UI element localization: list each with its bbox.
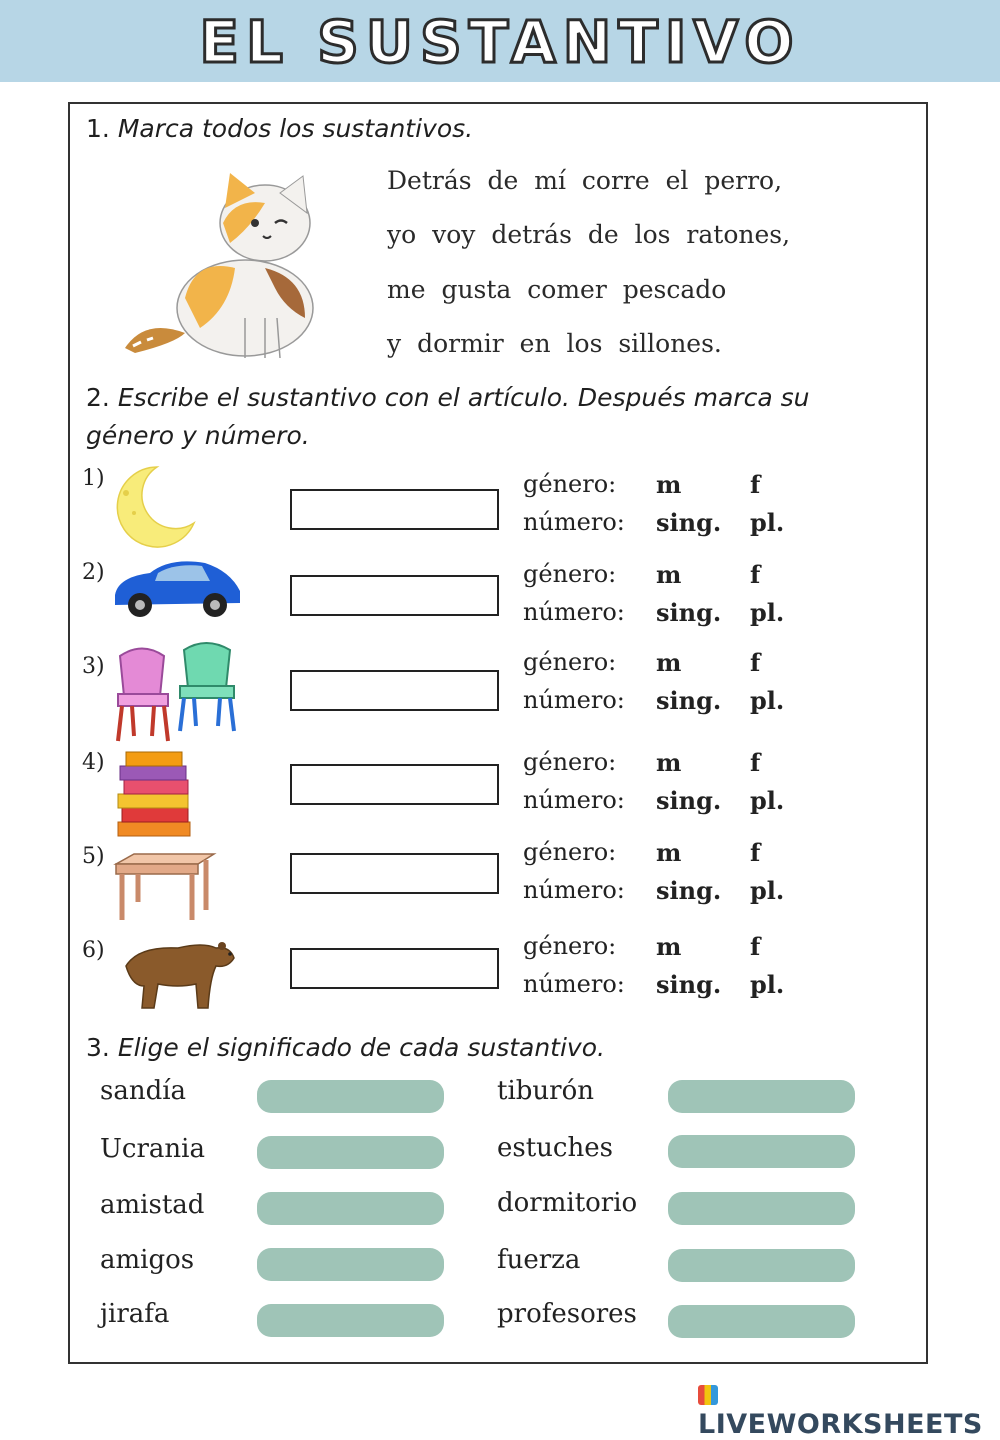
item-3-number: 3) — [82, 654, 105, 679]
dropdown-left-4[interactable] — [257, 1248, 444, 1281]
option-pl-4[interactable]: pl. — [750, 786, 785, 815]
option-f-6[interactable]: f — [750, 932, 761, 961]
answer-box-1[interactable] — [290, 489, 499, 530]
cat-icon — [115, 168, 320, 363]
chairs-icon — [112, 636, 240, 744]
word-right-5: profesores — [497, 1299, 637, 1329]
numero-label-2: número: — [523, 598, 625, 626]
section2-title-line1: Escribe el sustantivo con el artículo. Después marca su — [117, 383, 810, 412]
word-left-3: amistad — [100, 1190, 205, 1220]
option-sing-5[interactable]: sing. — [656, 876, 722, 905]
dropdown-right-2[interactable] — [668, 1135, 855, 1168]
answer-box-6[interactable] — [290, 948, 499, 989]
genero-label-1: género: — [523, 470, 617, 498]
answer-box-4[interactable] — [290, 764, 499, 805]
option-pl-2[interactable]: pl. — [750, 598, 785, 627]
bear-icon — [118, 936, 238, 1012]
dropdown-right-3[interactable] — [668, 1192, 855, 1225]
item-5-number: 5) — [82, 844, 105, 869]
item-1-number: 1) — [82, 466, 105, 491]
logo-text: LIVEWORKSHEETS — [698, 1409, 983, 1440]
option-pl-3[interactable]: pl. — [750, 686, 785, 715]
section3-title: Elige el significado de cada sustantivo. — [117, 1033, 605, 1062]
section1-heading — [86, 114, 473, 143]
genero-label-2: género: — [523, 560, 617, 588]
numero-label-6: número: — [523, 970, 625, 998]
option-pl-1[interactable]: pl. — [750, 508, 785, 537]
dropdown-right-4[interactable] — [668, 1249, 855, 1282]
word-right-2: estuches — [497, 1133, 613, 1163]
option-m-6[interactable]: m — [656, 932, 682, 961]
poem-line-1[interactable]: Detrás de mí corre el perro, — [387, 166, 783, 195]
word-left-1: sandía — [100, 1076, 187, 1106]
word-right-4: fuerza — [497, 1245, 581, 1275]
option-f-3[interactable]: f — [750, 648, 761, 677]
page-title: EL SUSTANTIVO — [199, 8, 801, 76]
option-m-4[interactable]: m — [656, 748, 682, 777]
option-f-5[interactable]: f — [750, 838, 761, 867]
numero-label-3: número: — [523, 686, 625, 714]
item-4-number: 4) — [82, 750, 105, 775]
liveworksheets-logo — [698, 1378, 1000, 1440]
answer-box-5[interactable] — [290, 853, 499, 894]
word-right-3: dormitorio — [497, 1188, 638, 1218]
item-6-number: 6) — [82, 938, 105, 963]
dropdown-left-1[interactable] — [257, 1080, 444, 1113]
section2-heading — [86, 379, 809, 455]
section1-title: Marca todos los sustantivos. — [117, 114, 474, 143]
option-sing-1[interactable]: sing. — [656, 508, 722, 537]
poem-line-4[interactable]: y dormir en los sillones. — [387, 329, 722, 358]
section2-number: 2. — [86, 383, 110, 412]
item-2-number: 2) — [82, 560, 105, 585]
poem-line-3[interactable]: me gusta comer pescado — [387, 275, 727, 304]
word-left-2: Ucrania — [100, 1134, 205, 1164]
numero-label-1: número: — [523, 508, 625, 536]
car-icon — [110, 555, 245, 620]
option-m-5[interactable]: m — [656, 838, 682, 867]
answer-box-3[interactable] — [290, 670, 499, 711]
word-left-5: jirafa — [100, 1299, 170, 1329]
option-m-2[interactable]: m — [656, 560, 682, 589]
numero-label-5: número: — [523, 876, 625, 904]
word-left-4: amigos — [100, 1245, 195, 1275]
option-sing-6[interactable]: sing. — [656, 970, 722, 999]
option-pl-5[interactable]: pl. — [750, 876, 785, 905]
genero-label-5: género: — [523, 838, 617, 866]
option-sing-3[interactable]: sing. — [656, 686, 722, 715]
liveworksheets-logo-icon — [698, 1385, 718, 1405]
option-f-4[interactable]: f — [750, 748, 761, 777]
dropdown-right-5[interactable] — [668, 1305, 855, 1338]
genero-label-3: género: — [523, 648, 617, 676]
dropdown-right-1[interactable] — [668, 1080, 855, 1113]
option-f-1[interactable]: f — [750, 470, 761, 499]
poem-line-2[interactable]: yo voy detrás de los ratones, — [387, 220, 791, 249]
books-icon — [114, 748, 196, 840]
table-icon — [114, 852, 216, 922]
dropdown-left-3[interactable] — [257, 1192, 444, 1225]
option-pl-6[interactable]: pl. — [750, 970, 785, 999]
moon-icon — [112, 463, 197, 548]
genero-label-4: género: — [523, 748, 617, 776]
numero-label-4: número: — [523, 786, 625, 814]
section3-heading — [86, 1033, 605, 1062]
option-f-2[interactable]: f — [750, 560, 761, 589]
section3-number: 3. — [86, 1033, 110, 1062]
dropdown-left-5[interactable] — [257, 1304, 444, 1337]
section2-title-line2: género y número. — [86, 421, 310, 450]
option-m-1[interactable]: m — [656, 470, 682, 499]
answer-box-2[interactable] — [290, 575, 499, 616]
dropdown-left-2[interactable] — [257, 1136, 444, 1169]
word-right-1: tiburón — [497, 1076, 594, 1106]
section1-number: 1. — [86, 114, 110, 143]
option-m-3[interactable]: m — [656, 648, 682, 677]
genero-label-6: género: — [523, 932, 617, 960]
option-sing-2[interactable]: sing. — [656, 598, 722, 627]
option-sing-4[interactable]: sing. — [656, 786, 722, 815]
